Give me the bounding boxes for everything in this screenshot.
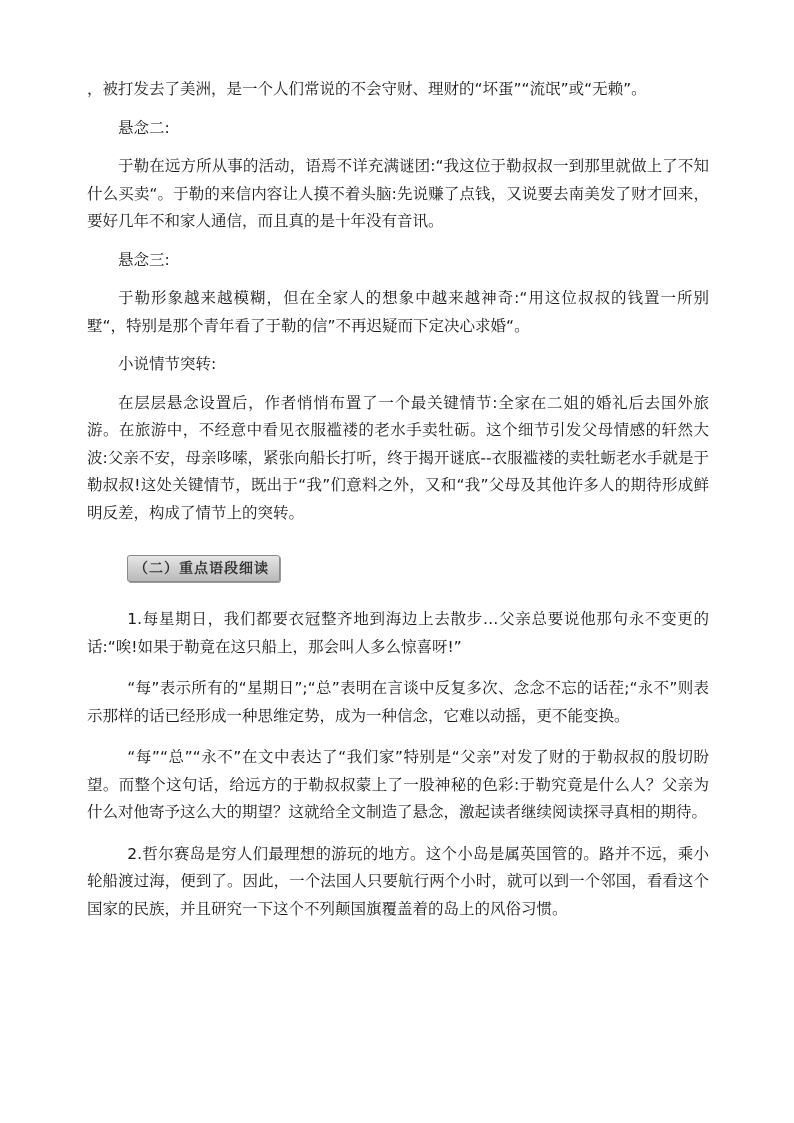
reading-analysis-1: “每”表示所有的“星期日”;“总”表明在言谈中反复多次、念念不忘的话茬;“永不”则表示那样的话已经形成一种思维定势，成为一种信念，它难以动摇，更不能变换。 [87, 679, 709, 725]
section-badge-key-passage-reading: （二）重点语段细读 [127, 555, 280, 582]
reading-question-2: 2.哲尔赛岛是穷人们最理想的游玩的地方。这个小岛是属英国管的。路并不远，乘小轮船渡过海，便到了。因此，一个法国人只要航行两个小时，就可以到一个邻国，看看这个国家的民族，并且研究一下这个不列颠国旗覆盖着的岛上的风俗习惯。 [87, 844, 709, 918]
heading-suspense-two: 悬念二: [118, 118, 170, 137]
paragraph-1: ，被打发去了美洲，是一个人们常说的不会守财、理财的“坏蛋”“流氓”或“无赖”。 [87, 80, 647, 98]
heading-plot-twist: 小说情节突转: [118, 355, 217, 373]
heading-suspense-three: 悬念三: [118, 250, 170, 269]
reading-analysis-2: “每”“总”“永不”在文中表达了“我们家”特别是“父亲”对发了财的于勒叔叔的殷切盼望。而整个这句话，给远方的于勒叔叔蒙上了一股神秘的色彩:于勒究竟是什么人？父亲为什么对他寄予这么大的期望？这就给全文制造了悬念，激起读者继续阅读探寻真相的期待。 [87, 748, 709, 821]
reading-question-1: 1.每星期日，我们都要衣冠整齐地到海边上去散步…父亲总要说他那句永不变更的话:“唉!如果于勒竟在这只船上，那会叫人多么惊喜呀!” [87, 610, 709, 656]
paragraph-suspense-two: 于勒在远方所从事的活动，语焉不详充满谜团:“我这位于勒叔叔一到那里就做上了不知什么买卖“。于勒的来信内容让人摸不着头脑:先说赚了点钱，又说要去南美发了财才回来，要好几年不和家人通信，而且真的是十年没有音讯。 [87, 157, 709, 230]
paragraph-plot-twist: 在层层悬念设置后，作者悄悄布置了一个最关键情节:全家在二姐的婚礼后去国外旅游。在旅游中，不经意中看见衣服褴褛的老水手卖牡砺。这个细节引发父母情感的轩然大波:父亲不安，母亲哆嗦，紧张向船长打听，终于揭开谜底--衣服褴褛的卖牡蛎老水手就是于勒叔叔!这处关键情节，既出于“我”们意料之外，又和“我”父母及其他许多人的期待形成鲜明反差，构成了情节上的突转。 [87, 393, 709, 522]
document-body [87, 76, 709, 923]
paragraph-suspense-three: 于勒形象越来越模糊，但在全家人的想象中越来越神奇:“用这位叔叔的钱置一所别墅“，特别是那个青年看了于勒的信”不再迟疑而下定决心求婚“。 [87, 289, 709, 335]
